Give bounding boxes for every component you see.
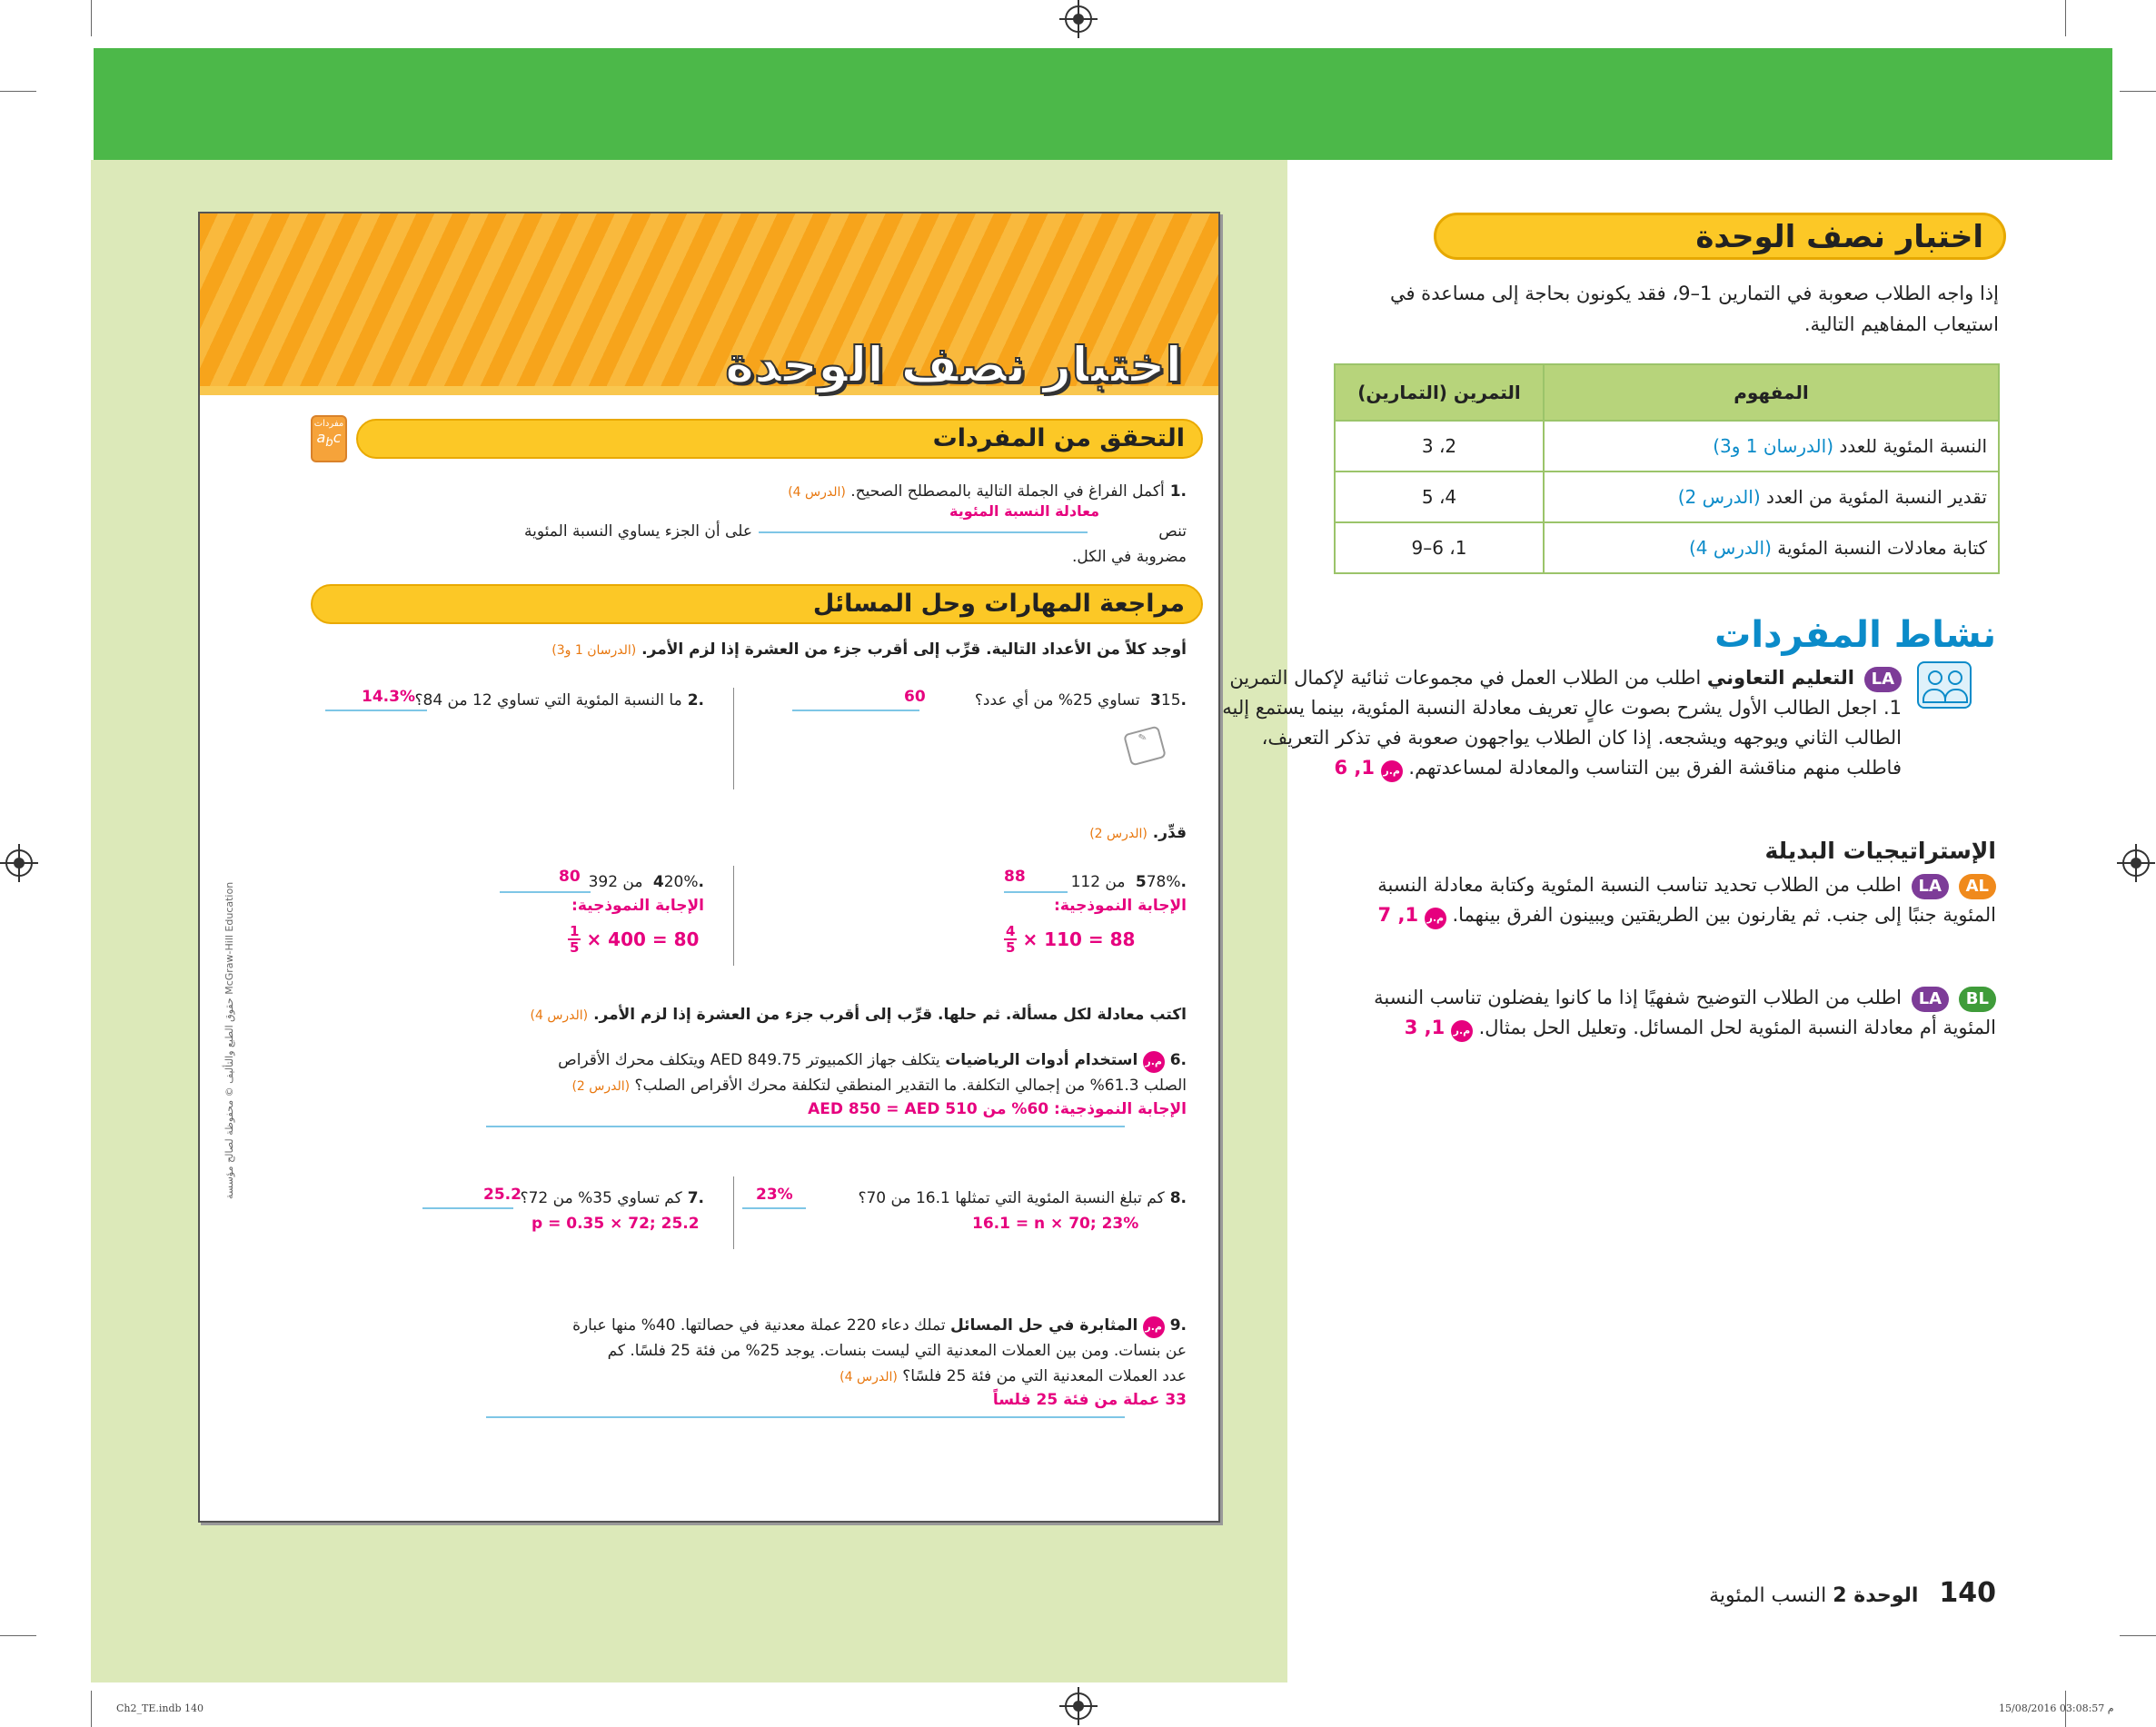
table-header-exercise: التمرين (التمارين): [1335, 364, 1544, 421]
q7-work: p = 0.35 × 72; 25.2: [532, 1215, 700, 1233]
crop-mark: [91, 0, 92, 36]
q3-blank[interactable]: [792, 710, 919, 711]
question-6: .6م.ر استخدام أدوات الرياضيات يتكلف جهاز الكمبيوتر AED 849.75 ويتكلف محرك الأقراص: [369, 1047, 1187, 1073]
mp-icon: م.ر: [1143, 1316, 1165, 1338]
q1-blank[interactable]: [759, 531, 1088, 533]
registration-mark: [1065, 1692, 1092, 1720]
vocab-check-heading-bar: [356, 419, 1203, 459]
table-row: كتابة معادلات النسبة المئوية (الدرس 4) 1، 6–9: [1335, 522, 1999, 573]
q8-work: 16.1 = n × 70; 23%: [972, 1215, 1139, 1233]
q4-answer: 80: [559, 868, 581, 886]
question-9-cont2: عدد العملات المعدنية التي من فئة 25 فلسًا؟ (الدرس 4): [840, 1367, 1187, 1385]
mp-icon: م.ر: [1381, 760, 1403, 782]
people-icon: [1917, 661, 1972, 709]
question-7: .7كم تساوي 35% من 72؟: [520, 1189, 704, 1207]
al-badge: AL: [1959, 874, 1996, 899]
q5-model-label: الإجابة النموذجية:: [1054, 897, 1187, 915]
q1-text-a: تنص: [1158, 522, 1187, 541]
table-row: النسبة المئوية للعدد (الدرسان 1 و3) 2، 3: [1335, 421, 1999, 471]
mp-icon: م.ر: [1143, 1051, 1165, 1073]
q8-answer: 23%: [756, 1186, 793, 1204]
title-banner: [200, 213, 1218, 395]
instruction-2: اكتب معادلة لكل مسألة. ثم حلها. قرِّب إلى أقرب جزء من العشرة إذا لزم الأمر. (الدرس 4): [530, 1006, 1187, 1024]
mp-icon: م.ر: [1451, 1020, 1473, 1042]
column-divider: [733, 1176, 734, 1249]
skills-heading-bar: [311, 584, 1203, 624]
q4-model-answer: $\frac{1}{5}$ × 400 = 80: [570, 923, 700, 956]
registration-mark: [1065, 5, 1092, 33]
question-3: .315 تساوي 25% من أي عدد؟: [974, 691, 1187, 710]
alt-strategy-1: AL LA اطلب من الطلاب تحديد تناسب النسبة المئوية وكتابة معادلة النسبة المئوية جنبًا إلى جنب. ثم يقارنون بين الطريقتين ويبينون الفرق بينهما. م.ر 1, 7: [1333, 870, 1996, 930]
question-9: .9م.ر المثابرة في حل المسائل تملك دعاء 220 عملة معدنية في حصالتها. 40% منها عبارة: [460, 1313, 1187, 1338]
coop-paragraph: LA التعليم التعاوني اطلب من الطلاب العمل في مجموعات ثنائية لإكمال التمرين 1. اجعل الطالب الأول يشرح بصوت عالٍ تعريف معادلة النسبة المئوية، بينما يستمع إليه الطالب الثاني ويوجهه ويشجعه. إذا كان الطلاب يواجهون صعوبة في تذكر التعريف، فاطلب منهم مناقشة الفرق بين التناسب والمعادلة لمساعدتهم. م.ر 1, 6: [1211, 663, 1902, 783]
question-6-cont: الصلب 61.3% من إجمالي التكلفة. ما التقدير المنطقي لتكلفة محرك الأقراص الصلب؟ (الدرس 2): [571, 1077, 1187, 1095]
unit-label: الوحدة 2: [1833, 1584, 1919, 1607]
question-4: .420% من 392: [588, 873, 704, 891]
q2-blank[interactable]: [325, 710, 427, 711]
date-slug: 15/08/2016 03:08:57 م: [1999, 1702, 2114, 1714]
column-divider: [733, 866, 734, 966]
q5-blank[interactable]: [1004, 891, 1068, 893]
table-row: تقدير النسبة المئوية من العدد (الدرس 2) 4، 5: [1335, 471, 1999, 522]
question-9-cont: عن بنسات. ومن بين العملات المعدنية التي ليست بنسات. يوجد 25% من فئة 25 فلسًا. كم: [607, 1342, 1187, 1360]
q5-model-answer: $\frac{4}{5}$ × 110 = 88: [1006, 923, 1136, 956]
column-divider: [733, 688, 734, 789]
calculator-icon: ✎: [1123, 725, 1167, 766]
q9-blank[interactable]: [486, 1416, 1125, 1418]
question-1: .1أكمل الفراغ في الجملة التالية بالمصطلح الصحيح. (الدرس 4): [788, 482, 1187, 501]
crop-mark: [0, 1635, 36, 1636]
q1-text-b: على أن الجزء يساوي النسبة المئوية: [524, 522, 752, 541]
q7-blank[interactable]: [422, 1207, 513, 1209]
skills-heading: مراجعة المهارات وحل المسائل: [812, 590, 1185, 618]
q1-answer: معادلة النسبة المئوية: [949, 502, 1100, 520]
vocab-check-heading: التحقق من المفردات: [932, 424, 1185, 452]
header-band: [94, 48, 2112, 160]
q7-answer: 25.2: [483, 1186, 522, 1204]
concept-table: [1334, 363, 2000, 574]
instruction-1: أوجد كلاً من الأعداد التالية. قرِّب إلى أقرب جزء من العشرة إذا لزم الأمر. (الدرسان 1 و3): [551, 640, 1187, 659]
copyright-note: McGraw-Hill Education حقوق الطبع والتأليف © محفوظة لصالح مؤسسة: [224, 881, 235, 1199]
q5-answer: 88: [1004, 868, 1026, 886]
unit-name: النسب المئوية: [1709, 1584, 1827, 1607]
lesson-ref: (الدرس 4): [788, 485, 846, 500]
vocab-badge: [311, 415, 347, 462]
question-8: .8كم تبلغ النسبة المئوية التي تمثلها 16.1 من 70؟: [858, 1189, 1187, 1207]
q6-blank[interactable]: [486, 1126, 1125, 1127]
intro-paragraph: إذا واجه الطلاب صعوبة في التمارين 1–9، فقد يكونون بحاجة إلى مساعدة في استيعاب المفاهيم التالية.: [1389, 283, 1999, 335]
table-header-concept: المفهوم: [1544, 364, 1999, 421]
page-number: 140: [1939, 1577, 1996, 1609]
q3-answer: 60: [904, 688, 926, 706]
q4-blank[interactable]: [500, 891, 591, 893]
student-page: [198, 212, 1220, 1523]
q6-answer: الإجابة النموذجية: 60% من AED 850 = AED 510: [808, 1100, 1187, 1118]
teacher-title-bar: [1434, 213, 2006, 260]
abc-icon: $a_bc$: [316, 429, 342, 451]
registration-mark: [2122, 849, 2150, 877]
crop-mark: [0, 91, 36, 92]
q1-text-c: مضروبة في الكل.: [1072, 548, 1187, 566]
q8-blank[interactable]: [742, 1207, 806, 1209]
la-badge: LA: [1864, 667, 1902, 692]
crop-mark: [2120, 91, 2156, 92]
question-2: .2ما النسبة المئوية التي تساوي 12 من 84؟: [414, 691, 704, 710]
bl-badge: BL: [1959, 987, 1996, 1012]
estimate-instruction: قدِّر. (الدرس 2): [1089, 824, 1187, 842]
registration-mark: [5, 849, 33, 877]
crop-mark: [2120, 1635, 2156, 1636]
page-footer: [1709, 1577, 1996, 1609]
page-title: اختبار نصف الوحدة: [725, 336, 1182, 393]
q2-answer: 14.3%: [362, 688, 415, 706]
q4-model-label: الإجابة النموذجية:: [571, 897, 704, 915]
mp-icon: م.ر: [1425, 908, 1446, 929]
vocab-badge-label: مفردات: [313, 419, 344, 429]
question-5: .578% من 112: [1070, 873, 1187, 891]
crop-mark: [91, 1691, 92, 1727]
la-badge: LA: [1912, 987, 1949, 1012]
crop-mark: [2065, 0, 2066, 36]
q9-answer: 33 عملة من فئة 25 فلساً: [992, 1391, 1187, 1409]
la-badge: LA: [1912, 874, 1949, 899]
vocab-activity-title: نشاط المفردات: [1714, 614, 1996, 656]
alt-strategies-title: الإستراتيجيات البديلة: [1764, 838, 1996, 864]
file-slug: Ch2_TE.indb 140: [116, 1702, 204, 1714]
teacher-title: اختبار نصف الوحدة: [1695, 219, 1983, 255]
alt-strategy-2: BL LA اطلب من الطلاب التوضيح شفهيًا إذا ما كانوا يفضلون تناسب النسبة المئوية أم معادلة النسبة المئوية لحل المسائل. وتعليل الحل بمثال. م.ر 1, 3: [1333, 983, 1996, 1043]
